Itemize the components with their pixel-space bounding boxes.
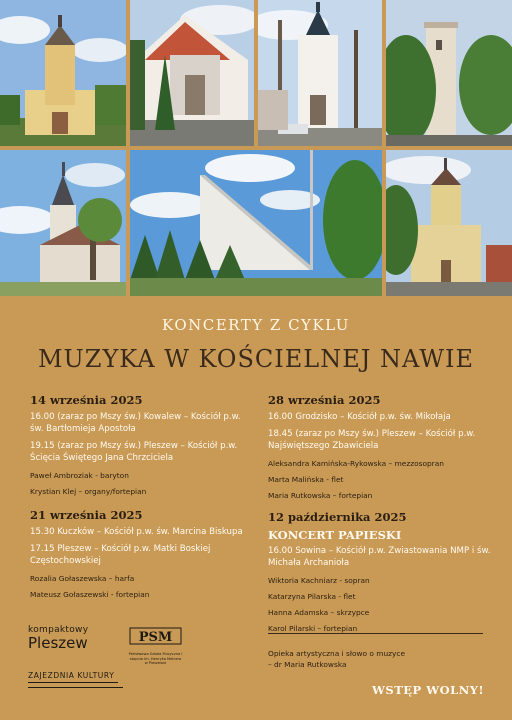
event-item: 19.15 (zaraz po Mszy św.) Pleszew – Kościół p.w. Ścięcia Świętego Jana Chrzciciela xyxy=(30,441,238,463)
performer: Katarzyna Pilarska - flet xyxy=(268,592,356,601)
event-date: 21 września 2025 xyxy=(30,508,143,522)
curator-line: – dr Maria Rutkowska xyxy=(268,660,347,669)
zajezdnia-kultury-logo xyxy=(28,671,123,688)
curator-line: Opieka artystyczna i słowo o muzyce xyxy=(268,649,406,658)
performer: Mateusz Gołaszewski - fortepian xyxy=(30,590,150,599)
subtitle: KONCERTY Z CYKLU xyxy=(162,316,350,334)
free-entry-label: WSTĘP WOLNY! xyxy=(372,683,484,697)
performer: Hanna Adamska – skrzypce xyxy=(268,608,370,617)
church-photo-6 xyxy=(130,150,382,296)
event-date: 28 września 2025 xyxy=(268,393,381,407)
church-photo-1 xyxy=(0,0,126,146)
church-photo-5 xyxy=(0,150,126,296)
church-photo-3 xyxy=(258,0,382,146)
event-item: 15.30 Kuczków – Kościół p.w. św. Marcina Biskupa xyxy=(30,527,243,537)
church-photo-4 xyxy=(386,0,512,146)
performers-list xyxy=(30,573,255,600)
logo-text-big: Pleszew xyxy=(28,634,88,652)
performer: Krystian Klej – organy/fortepian xyxy=(30,487,147,496)
page-title: MUZYKA W KOŚCIELNEJ NAWIE xyxy=(37,345,475,373)
performer: Rozalia Gołaszewska – harfa xyxy=(30,574,135,583)
event-block-3 xyxy=(268,393,498,506)
kompaktowy-pleszew-logo xyxy=(28,625,108,651)
church-photo-2 xyxy=(130,0,254,146)
event-item: 16.00 (zaraz po Mszy św.) Kowalew – Kościół p.w. św. Bartłomieja Apostoła xyxy=(30,412,241,434)
performer: Marta Malińska - flet xyxy=(268,475,344,484)
photo-collage xyxy=(0,0,512,298)
performer: Aleksandra Kamińska-Rykowska – mezzosopran xyxy=(268,459,444,468)
performers-list xyxy=(268,575,498,634)
church-photo-7 xyxy=(386,150,512,296)
performer: Karol Pilarski – fortepian xyxy=(268,624,358,633)
performers-list xyxy=(30,470,255,497)
music-school-emblem-icon xyxy=(128,626,183,646)
school-mark: PSM xyxy=(138,630,173,645)
zajezdnia-text: ZAJEZDNIA KULTURY xyxy=(28,671,115,680)
event-block-1 xyxy=(30,393,255,502)
event-item: 16.00 Sowina – Kościół p.w. Zwiastowania NMP i św. Michała Archanioła xyxy=(268,546,491,568)
logo-underline xyxy=(28,682,118,685)
performer: Paweł Ambroziak - baryton xyxy=(30,471,129,480)
divider xyxy=(268,633,483,634)
curator-note xyxy=(268,648,488,670)
event-item: 18.45 (zaraz po Mszy św.) Pleszew – Kościół p.w. Najświętszego Zbawiciela xyxy=(268,429,476,451)
performers-list xyxy=(268,458,498,501)
event-block-2 xyxy=(30,508,255,605)
performer: Maria Rutkowska – fortepian xyxy=(268,491,373,500)
concert-title: KONCERT PAPIESKI xyxy=(268,528,402,542)
event-date: 12 października 2025 xyxy=(268,510,407,524)
event-date: 14 września 2025 xyxy=(30,393,143,407)
logo-text-small: kompaktowy xyxy=(28,625,89,635)
event-block-4 xyxy=(268,510,498,639)
event-item: 17.15 Pleszew – Kościół p.w. Matki Boskiej Częstochowskiej xyxy=(30,544,211,566)
music-school-logo xyxy=(128,626,183,666)
school-name: Państwowa Szkoła Muzyczna I stopnia im. Henryka Melcera w Pleszewie xyxy=(128,652,183,665)
event-item: 16.00 Grodzisko – Kościół p.w. św. Mikołaja xyxy=(268,412,451,422)
performer: Wiktoria Kachniarz - sopran xyxy=(268,576,370,585)
